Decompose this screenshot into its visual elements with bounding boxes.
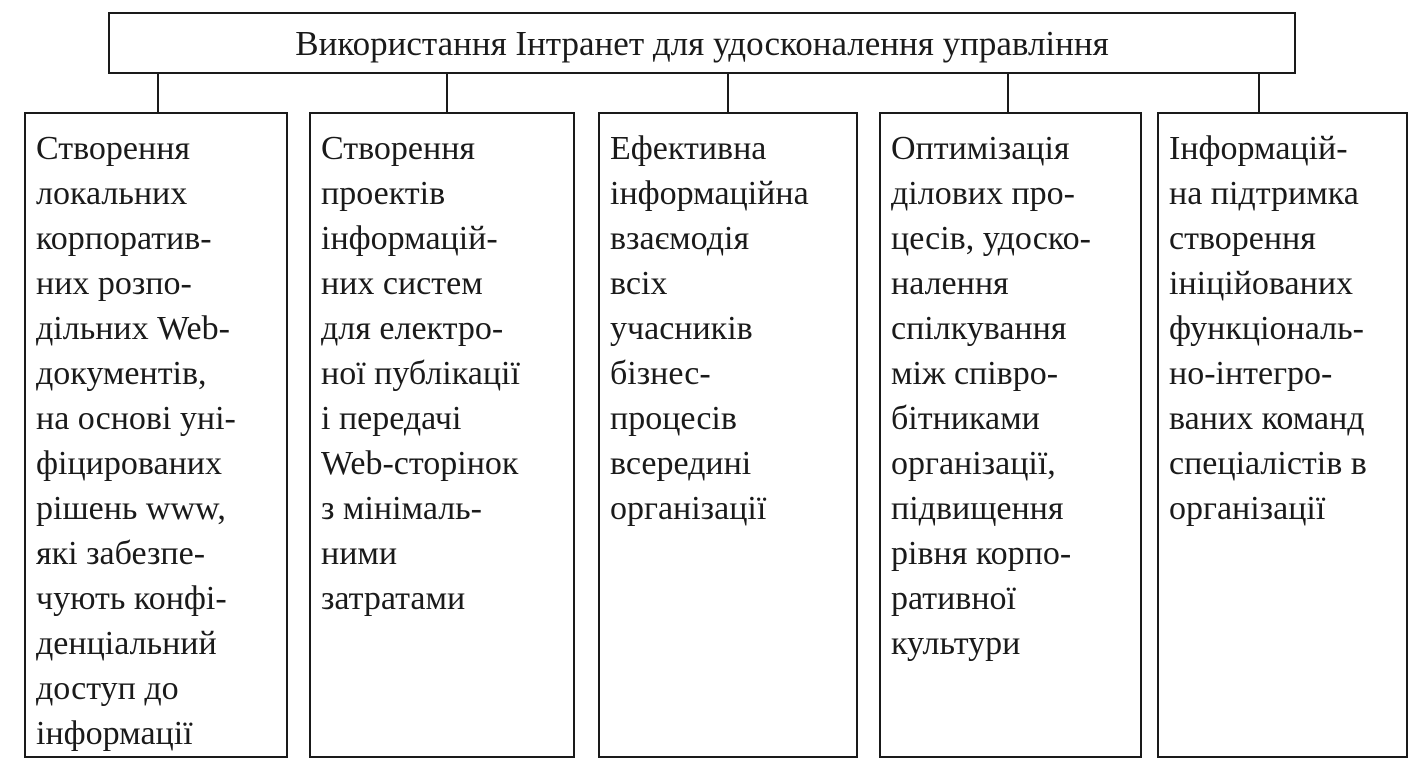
child-node-5-line: ініційованих: [1169, 265, 1354, 302]
child-node-1-line: рішень www,: [36, 490, 226, 527]
child-node-3-line: учасників: [610, 310, 753, 347]
child-node-3-line: бізнес-: [610, 355, 711, 392]
child-node-5-line: но-інтегро-: [1169, 355, 1333, 392]
child-node-2-line: Web-сторінок: [321, 445, 519, 482]
child-node-1-line: них розпо-: [36, 265, 192, 302]
child-node-4-line: ративної: [891, 580, 1016, 617]
child-node-4-line: спілкування: [891, 310, 1067, 347]
root-node-title: Використання Інтранет для удосконалення управління: [295, 23, 1109, 63]
child-node-1-line: локальних: [36, 175, 188, 212]
child-node-4-line: цесів, удоско-: [891, 220, 1091, 257]
connector-4: [1007, 74, 1009, 112]
child-node-2-line: ної публікації: [321, 355, 520, 392]
child-node-4-line: бітниками: [891, 400, 1040, 437]
child-node-2-line: ними: [321, 535, 398, 572]
child-node-3-line: всередині: [610, 445, 752, 482]
child-node-4-line: підвищення: [891, 490, 1064, 527]
child-node-5-line: ваних команд: [1169, 400, 1365, 437]
child-node-5-line: організації: [1169, 490, 1326, 527]
child-node-5-line: Інформацій-: [1169, 130, 1348, 167]
child-node-3-line: інформаційна: [610, 175, 809, 212]
child-node-4-line: організації,: [891, 445, 1056, 482]
child-node-5: [1157, 112, 1408, 758]
connector-5: [1258, 74, 1260, 112]
child-node-5-line: спеціалістів в: [1169, 445, 1367, 482]
child-node-3-line: процесів: [610, 400, 737, 437]
connector-3: [727, 74, 729, 112]
child-node-1-line: дільних Web-: [36, 310, 230, 347]
child-node-3-line: всіх: [610, 265, 668, 302]
child-node-3-line: організації: [610, 490, 767, 527]
child-node-1-line: фіцированих: [36, 445, 222, 482]
child-node-4-line: ділових про-: [891, 175, 1075, 212]
child-node-1: [24, 112, 288, 758]
child-node-5-line: на підтримка: [1169, 175, 1359, 212]
child-node-3-line: Ефективна: [610, 130, 767, 167]
child-node-1-line: інформації: [36, 715, 193, 752]
child-node-2-line: з мінімаль-: [321, 490, 483, 527]
child-node-3: [598, 112, 858, 758]
child-node-1-line: на основі уні-: [36, 400, 236, 437]
child-node-3-line: взаємодія: [610, 220, 750, 257]
child-node-2-line: Створення: [321, 130, 476, 167]
child-node-4-line: Оптимізація: [891, 130, 1070, 167]
child-node-1-line: які забезпе-: [36, 535, 206, 572]
child-node-4-line: культури: [891, 625, 1021, 662]
child-node-1-line: документів,: [36, 355, 207, 392]
child-node-1-line: корпоратив-: [36, 220, 212, 257]
child-node-4: [879, 112, 1142, 758]
child-node-2-line: інформацій-: [321, 220, 498, 257]
child-node-2-line: і передачі: [321, 400, 462, 437]
child-node-2: [309, 112, 575, 758]
child-node-1-line: Створення: [36, 130, 191, 167]
child-node-4-line: налення: [891, 265, 1009, 302]
child-node-1-line: доступ до: [36, 670, 179, 707]
connector-1: [157, 74, 159, 112]
child-node-4-line: між співро-: [891, 355, 1059, 392]
child-node-5-line: функціональ-: [1169, 310, 1364, 347]
child-node-5-line: створення: [1169, 220, 1316, 257]
child-node-1-line: чують конфі-: [36, 580, 227, 617]
connector-2: [446, 74, 448, 112]
child-node-2-line: затратами: [321, 580, 466, 617]
child-node-2-line: проектів: [321, 175, 446, 212]
child-node-2-line: них систем: [321, 265, 483, 302]
child-node-4-line: рівня корпо-: [891, 535, 1072, 572]
root-node: [108, 12, 1296, 74]
child-node-2-line: для електро-: [321, 310, 504, 347]
child-node-1-line: денціальний: [36, 625, 217, 662]
